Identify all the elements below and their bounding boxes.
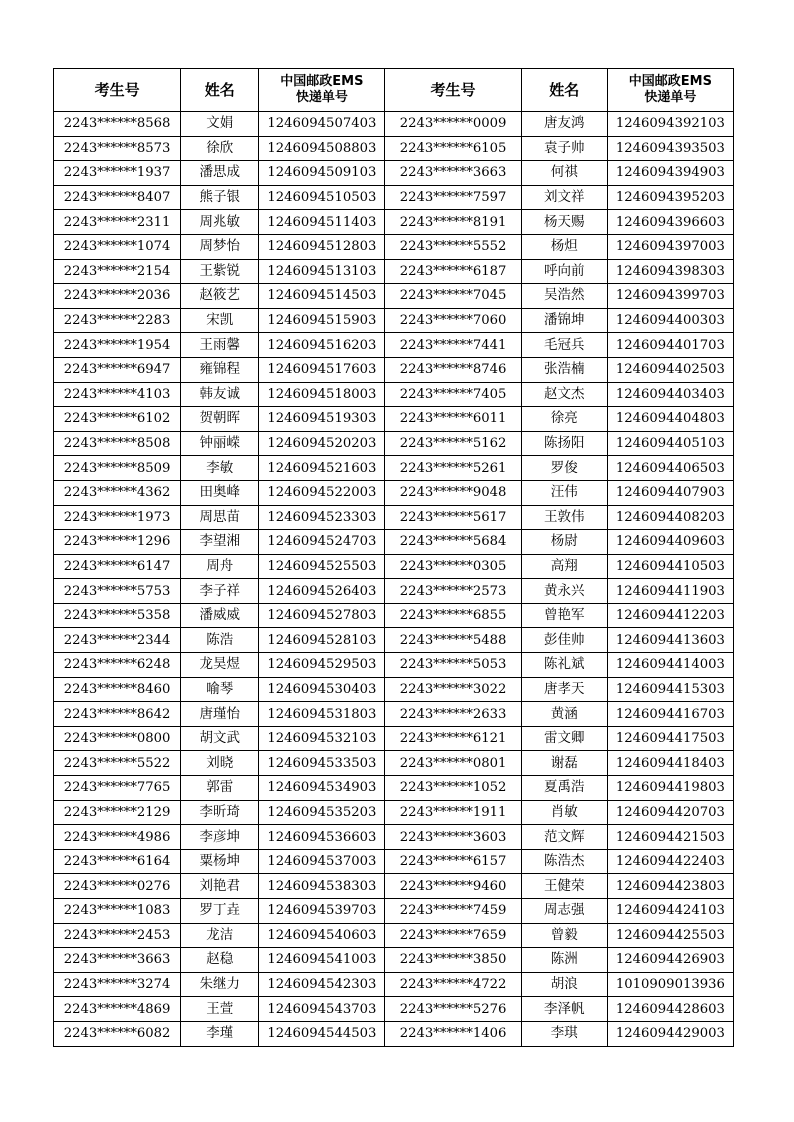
exam-id-cell: 2243******3663 <box>54 948 181 973</box>
exam-id-cell: 2243******0276 <box>54 874 181 899</box>
ems-number-cell: 1246094522003 <box>259 480 385 505</box>
exam-id-cell: 2243******6011 <box>385 407 521 432</box>
exam-id-cell: 2243******5358 <box>54 603 181 628</box>
exam-id-cell: 2243******5053 <box>385 653 521 678</box>
exam-id-cell: 2243******6164 <box>54 849 181 874</box>
name-cell: 夏禹浩 <box>521 776 607 801</box>
ems-number-cell: 1246094530403 <box>259 677 385 702</box>
name-cell: 周志强 <box>521 899 607 924</box>
name-cell: 王健荣 <box>521 874 607 899</box>
name-cell: 陈礼斌 <box>521 653 607 678</box>
table-row <box>54 382 734 407</box>
ems-number-cell: 1246094540603 <box>259 923 385 948</box>
table-row <box>54 726 734 751</box>
ems-number-cell: 1246094401703 <box>607 333 733 358</box>
exam-id-cell: 2243******6855 <box>385 603 521 628</box>
table-row <box>54 579 734 604</box>
name-cell: 刘文祥 <box>521 185 607 210</box>
ems-number-cell: 1246094537003 <box>259 849 385 874</box>
name-cell: 潘锦坤 <box>521 308 607 333</box>
name-cell: 徐亮 <box>521 407 607 432</box>
exam-id-cell: 2243******3022 <box>385 677 521 702</box>
table-row <box>54 997 734 1022</box>
exam-id-cell: 2243******0801 <box>385 751 521 776</box>
exam-id-cell: 2243******7441 <box>385 333 521 358</box>
exam-id-cell: 2243******7045 <box>385 284 521 309</box>
name-cell: 胡文武 <box>181 726 259 751</box>
ems-number-cell: 1246094510503 <box>259 185 385 210</box>
header-name-2: 姓名 <box>521 69 607 112</box>
ems-number-cell: 1246094406503 <box>607 456 733 481</box>
ems-number-cell: 1246094514503 <box>259 284 385 309</box>
ems-number-cell: 1246094543703 <box>259 997 385 1022</box>
table-row <box>54 284 734 309</box>
ems-number-cell: 1246094418403 <box>607 751 733 776</box>
table-row <box>54 407 734 432</box>
name-cell: 王雨馨 <box>181 333 259 358</box>
table-row <box>54 702 734 727</box>
ems-number-cell: 1246094398303 <box>607 259 733 284</box>
table-row <box>54 259 734 284</box>
name-cell: 曾艳军 <box>521 603 607 628</box>
table-row <box>54 530 734 555</box>
name-cell: 龙洁 <box>181 923 259 948</box>
table-row <box>54 825 734 850</box>
ems-number-cell: 1246094429003 <box>607 1021 733 1046</box>
table-row <box>54 185 734 210</box>
ems-number-cell: 1246094424103 <box>607 899 733 924</box>
ems-number-cell: 1246094526403 <box>259 579 385 604</box>
exam-id-cell: 2243******2283 <box>54 308 181 333</box>
ems-number-cell: 1246094527803 <box>259 603 385 628</box>
table-row <box>54 210 734 235</box>
ems-number-cell: 1246094511403 <box>259 210 385 235</box>
name-cell: 李彦坤 <box>181 825 259 850</box>
table-row <box>54 161 734 186</box>
exam-id-cell: 2243******6105 <box>385 136 521 161</box>
name-cell: 钟丽嵘 <box>181 431 259 456</box>
name-cell: 贺朝晖 <box>181 407 259 432</box>
exam-id-cell: 2243******6102 <box>54 407 181 432</box>
name-cell: 彭佳帅 <box>521 628 607 653</box>
ems-number-cell: 1246094414003 <box>607 653 733 678</box>
ems-number-cell: 1246094396603 <box>607 210 733 235</box>
ems-number-cell: 1246094509103 <box>259 161 385 186</box>
name-cell: 杨天赐 <box>521 210 607 235</box>
name-cell: 李琪 <box>521 1021 607 1046</box>
ems-number-cell: 1246094536603 <box>259 825 385 850</box>
ems-number-cell: 1246094520203 <box>259 431 385 456</box>
name-cell: 张浩楠 <box>521 357 607 382</box>
exam-id-cell: 2243******1954 <box>54 333 181 358</box>
exam-id-cell: 2243******4103 <box>54 382 181 407</box>
table-row <box>54 136 734 161</box>
name-cell: 郭雷 <box>181 776 259 801</box>
name-cell: 罗俊 <box>521 456 607 481</box>
table-row <box>54 308 734 333</box>
ems-number-cell: 1246094399703 <box>607 284 733 309</box>
ems-number-cell: 1246094428603 <box>607 997 733 1022</box>
table-row <box>54 554 734 579</box>
header-ems-line2-2: 快递单号 <box>644 90 697 105</box>
name-cell: 杨尉 <box>521 530 607 555</box>
name-cell: 赵筱艺 <box>181 284 259 309</box>
name-cell: 雷文卿 <box>521 726 607 751</box>
ems-number-cell: 1246094519303 <box>259 407 385 432</box>
exam-id-cell: 2243******8460 <box>54 677 181 702</box>
name-cell: 肖敏 <box>521 800 607 825</box>
table-row <box>54 874 734 899</box>
name-cell: 潘思成 <box>181 161 259 186</box>
exam-id-cell: 2243******7765 <box>54 776 181 801</box>
exam-id-cell: 2243******7659 <box>385 923 521 948</box>
name-cell: 黄涵 <box>521 702 607 727</box>
ems-number-cell: 1246094534903 <box>259 776 385 801</box>
table-row <box>54 603 734 628</box>
name-cell: 宋凯 <box>181 308 259 333</box>
name-cell: 谢磊 <box>521 751 607 776</box>
exam-id-cell: 2243******5617 <box>385 505 521 530</box>
name-cell: 黄永兴 <box>521 579 607 604</box>
ems-number-cell: 1246094516203 <box>259 333 385 358</box>
exam-id-cell: 2243******1911 <box>385 800 521 825</box>
ems-number-cell: 1246094539703 <box>259 899 385 924</box>
table-row <box>54 899 734 924</box>
exam-id-cell: 2243******7405 <box>385 382 521 407</box>
exam-id-cell: 2243******5276 <box>385 997 521 1022</box>
exam-id-cell: 2243******4362 <box>54 480 181 505</box>
exam-id-cell: 2243******3274 <box>54 972 181 997</box>
name-cell: 韩友诚 <box>181 382 259 407</box>
ems-number-cell: 1246094517603 <box>259 357 385 382</box>
ems-number-cell: 1246094515903 <box>259 308 385 333</box>
table-row <box>54 628 734 653</box>
name-cell: 袁子帅 <box>521 136 607 161</box>
name-cell: 李子祥 <box>181 579 259 604</box>
table-row <box>54 751 734 776</box>
name-cell: 李望湘 <box>181 530 259 555</box>
ems-number-cell: 1246094513103 <box>259 259 385 284</box>
ems-number-cell: 1246094508803 <box>259 136 385 161</box>
ems-number-cell: 1246094405103 <box>607 431 733 456</box>
ems-number-cell: 1246094394903 <box>607 161 733 186</box>
exam-id-cell: 2243******6248 <box>54 653 181 678</box>
table-row <box>54 480 734 505</box>
name-cell: 田奥峰 <box>181 480 259 505</box>
ems-number-cell: 1246094544503 <box>259 1021 385 1046</box>
name-cell: 朱继力 <box>181 972 259 997</box>
exam-id-cell: 2243******8508 <box>54 431 181 456</box>
name-cell: 吴浩然 <box>521 284 607 309</box>
name-cell: 唐友鸿 <box>521 112 607 137</box>
exam-id-cell: 2243******5552 <box>385 234 521 259</box>
exam-id-cell: 2243******2344 <box>54 628 181 653</box>
exam-id-cell: 2243******2573 <box>385 579 521 604</box>
exam-id-cell: 2243******2154 <box>54 259 181 284</box>
header-row <box>54 69 734 112</box>
exam-id-cell: 2243******2036 <box>54 284 181 309</box>
ems-number-cell: 1246094532103 <box>259 726 385 751</box>
exam-id-cell: 2243******7597 <box>385 185 521 210</box>
ems-number-cell: 1246094408203 <box>607 505 733 530</box>
exam-id-cell: 2243******1074 <box>54 234 181 259</box>
name-cell: 赵文杰 <box>521 382 607 407</box>
exam-id-cell: 2243******9048 <box>385 480 521 505</box>
ems-number-cell: 1246094410503 <box>607 554 733 579</box>
name-cell: 喻琴 <box>181 677 259 702</box>
exam-id-cell: 2243******1937 <box>54 161 181 186</box>
ems-number-cell: 1246094402503 <box>607 357 733 382</box>
exam-id-cell: 2243******1052 <box>385 776 521 801</box>
ems-number-cell: 1246094404803 <box>607 407 733 432</box>
ems-number-cell: 1246094507403 <box>259 112 385 137</box>
table-row <box>54 923 734 948</box>
ems-number-cell: 1246094542303 <box>259 972 385 997</box>
ems-number-cell: 1246094395203 <box>607 185 733 210</box>
exam-id-cell: 2243******1973 <box>54 505 181 530</box>
exam-id-cell: 2243******3850 <box>385 948 521 973</box>
exam-id-cell: 2243******7060 <box>385 308 521 333</box>
ems-number-cell: 1246094529503 <box>259 653 385 678</box>
name-cell: 雍锦程 <box>181 357 259 382</box>
ems-number-cell: 1246094512803 <box>259 234 385 259</box>
ems-number-cell: 1246094541003 <box>259 948 385 973</box>
table-row <box>54 972 734 997</box>
exam-id-cell: 2243******7459 <box>385 899 521 924</box>
exam-id-cell: 2243******8191 <box>385 210 521 235</box>
name-cell: 徐欣 <box>181 136 259 161</box>
name-cell: 王紫锐 <box>181 259 259 284</box>
table-row <box>54 948 734 973</box>
name-cell: 陈洲 <box>521 948 607 973</box>
exam-id-cell: 2243******2633 <box>385 702 521 727</box>
name-cell: 李昕琦 <box>181 800 259 825</box>
exam-id-cell: 2243******5162 <box>385 431 521 456</box>
header-exam-id: 考生号 <box>54 69 181 112</box>
ems-number-cell: 1246094538303 <box>259 874 385 899</box>
table-row <box>54 333 734 358</box>
name-cell: 周思苗 <box>181 505 259 530</box>
ems-number-cell: 1246094393503 <box>607 136 733 161</box>
header-ems-line2: 快递单号 <box>295 90 348 105</box>
ems-number-cell: 1246094425503 <box>607 923 733 948</box>
exam-id-cell: 2243******2311 <box>54 210 181 235</box>
ems-number-cell: 1246094531803 <box>259 702 385 727</box>
name-cell: 王敦伟 <box>521 505 607 530</box>
exam-id-cell: 2243******3603 <box>385 825 521 850</box>
exam-id-cell: 2243******2129 <box>54 800 181 825</box>
exam-id-cell: 2243******1296 <box>54 530 181 555</box>
name-cell: 周梦怡 <box>181 234 259 259</box>
ems-number-cell: 1246094535203 <box>259 800 385 825</box>
table-row <box>54 849 734 874</box>
ems-number-cell: 1246094533503 <box>259 751 385 776</box>
name-cell: 呼向前 <box>521 259 607 284</box>
header-ems-line1: 中国邮政EMS <box>280 74 364 89</box>
roster-body <box>54 112 734 1047</box>
header-name: 姓名 <box>181 69 259 112</box>
name-cell: 陈扬阳 <box>521 431 607 456</box>
ems-number-cell: 1246094397003 <box>607 234 733 259</box>
exam-id-cell: 2243******8642 <box>54 702 181 727</box>
ems-roster-table <box>53 68 734 1047</box>
exam-id-cell: 2243******6147 <box>54 554 181 579</box>
exam-id-cell: 2243******5522 <box>54 751 181 776</box>
name-cell: 胡浪 <box>521 972 607 997</box>
name-cell: 陈浩 <box>181 628 259 653</box>
ems-number-cell: 1246094415303 <box>607 677 733 702</box>
exam-id-cell: 2243******6187 <box>385 259 521 284</box>
table-row <box>54 677 734 702</box>
name-cell: 李泽帆 <box>521 997 607 1022</box>
exam-id-cell: 2243******0800 <box>54 726 181 751</box>
exam-id-cell: 2243******8568 <box>54 112 181 137</box>
name-cell: 李敏 <box>181 456 259 481</box>
exam-id-cell: 2243******4722 <box>385 972 521 997</box>
exam-id-cell: 2243******5261 <box>385 456 521 481</box>
name-cell: 熊子银 <box>181 185 259 210</box>
name-cell: 毛冠兵 <box>521 333 607 358</box>
exam-id-cell: 2243******0305 <box>385 554 521 579</box>
exam-id-cell: 2243******8509 <box>54 456 181 481</box>
exam-id-cell: 2243******6082 <box>54 1021 181 1046</box>
name-cell: 周舟 <box>181 554 259 579</box>
exam-id-cell: 2243******8746 <box>385 357 521 382</box>
exam-id-cell: 2243******6947 <box>54 357 181 382</box>
name-cell: 粟杨坤 <box>181 849 259 874</box>
name-cell: 龙昊煜 <box>181 653 259 678</box>
table-row <box>54 456 734 481</box>
ems-number-cell: 1246094417503 <box>607 726 733 751</box>
table-row <box>54 112 734 137</box>
name-cell: 何祺 <box>521 161 607 186</box>
name-cell: 杨炟 <box>521 234 607 259</box>
ems-number-cell: 1246094518003 <box>259 382 385 407</box>
exam-id-cell: 2243******9460 <box>385 874 521 899</box>
name-cell: 潘威威 <box>181 603 259 628</box>
name-cell: 赵稳 <box>181 948 259 973</box>
name-cell: 陈浩杰 <box>521 849 607 874</box>
exam-id-cell: 2243******8407 <box>54 185 181 210</box>
exam-id-cell: 2243******5753 <box>54 579 181 604</box>
ems-number-cell: 1246094416703 <box>607 702 733 727</box>
ems-number-cell: 1246094413603 <box>607 628 733 653</box>
header-ems-number-2 <box>607 69 733 112</box>
exam-id-cell: 2243******6121 <box>385 726 521 751</box>
table-row <box>54 431 734 456</box>
header-ems-number <box>259 69 385 112</box>
name-cell: 汪伟 <box>521 480 607 505</box>
name-cell: 罗丁垚 <box>181 899 259 924</box>
name-cell: 刘艳君 <box>181 874 259 899</box>
exam-id-cell: 2243******1083 <box>54 899 181 924</box>
ems-number-cell: 1246094422403 <box>607 849 733 874</box>
ems-number-cell: 1246094525503 <box>259 554 385 579</box>
ems-number-cell: 1246094524703 <box>259 530 385 555</box>
ems-number-cell: 1246094407903 <box>607 480 733 505</box>
ems-number-cell: 1246094420703 <box>607 800 733 825</box>
ems-number-cell: 1246094392103 <box>607 112 733 137</box>
table-row <box>54 234 734 259</box>
ems-number-cell: 1246094523303 <box>259 505 385 530</box>
name-cell: 曾毅 <box>521 923 607 948</box>
ems-number-cell: 1246094426903 <box>607 948 733 973</box>
name-cell: 唐孝天 <box>521 677 607 702</box>
exam-id-cell: 2243******3663 <box>385 161 521 186</box>
name-cell: 文娟 <box>181 112 259 137</box>
ems-number-cell: 1246094409603 <box>607 530 733 555</box>
table-row <box>54 653 734 678</box>
ems-number-cell: 1246094412203 <box>607 603 733 628</box>
exam-id-cell: 2243******0009 <box>385 112 521 137</box>
name-cell: 李瑾 <box>181 1021 259 1046</box>
exam-id-cell: 2243******8573 <box>54 136 181 161</box>
exam-id-cell: 2243******5488 <box>385 628 521 653</box>
ems-number-cell: 1246094521603 <box>259 456 385 481</box>
exam-id-cell: 2243******1406 <box>385 1021 521 1046</box>
ems-number-cell: 1246094400303 <box>607 308 733 333</box>
exam-id-cell: 2243******5684 <box>385 530 521 555</box>
ems-number-cell: 1246094419803 <box>607 776 733 801</box>
exam-id-cell: 2243******4986 <box>54 825 181 850</box>
ems-number-cell: 1246094421503 <box>607 825 733 850</box>
name-cell: 周兆敏 <box>181 210 259 235</box>
ems-number-cell: 1246094403403 <box>607 382 733 407</box>
name-cell: 王萱 <box>181 997 259 1022</box>
table-row <box>54 505 734 530</box>
name-cell: 唐瑾怡 <box>181 702 259 727</box>
table-row <box>54 1021 734 1046</box>
name-cell: 范文辉 <box>521 825 607 850</box>
header-exam-id-2: 考生号 <box>385 69 521 112</box>
ems-number-cell: 1246094411903 <box>607 579 733 604</box>
ems-number-cell: 1010909013936 <box>607 972 733 997</box>
name-cell: 高翔 <box>521 554 607 579</box>
table-row <box>54 357 734 382</box>
header-ems-line1-2: 中国邮政EMS <box>628 74 712 89</box>
exam-id-cell: 2243******2453 <box>54 923 181 948</box>
exam-id-cell: 2243******6157 <box>385 849 521 874</box>
ems-number-cell: 1246094423803 <box>607 874 733 899</box>
table-row <box>54 776 734 801</box>
ems-number-cell: 1246094528103 <box>259 628 385 653</box>
table-row <box>54 800 734 825</box>
exam-id-cell: 2243******4869 <box>54 997 181 1022</box>
name-cell: 刘晓 <box>181 751 259 776</box>
